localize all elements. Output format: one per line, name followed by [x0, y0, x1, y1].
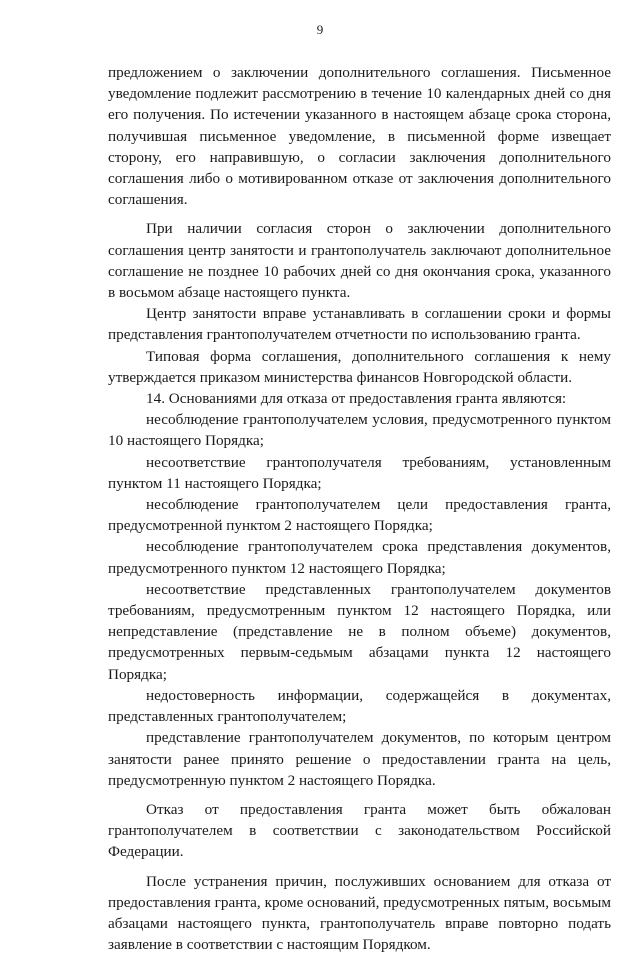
paragraph-ground-false-info: недостоверность информации, содержащейся в документах, представленных грантополучателем; — [108, 686, 611, 726]
paragraph-ground-documents: несоответствие представленных грантополучателем документов требованиям, предусмотренным пунктом 12 настоящего Порядка, или непредставление (представление не в полном объеме) документов, предусмотренных первым-седьмым абзацами пункта 12 настоящего Порядка; — [108, 580, 611, 683]
paragraph-additional-agreement: При наличии согласия сторон о заключении дополнительного соглашения центр занятости и грантополучатель заключают дополнительное соглашение не позднее 10 рабочих дней со дня окончания срока, указанного в восьмом абзаце настоящего пункта. — [108, 220, 611, 302]
page-number: 9 — [316, 22, 324, 37]
paragraph-notice-review: предложением о заключении дополнительного соглашения. Письменное уведомление подлежит рассмотрению в течение 10 календарных дней со дня его получения. По истечении указанного в настоящем абзаце срока сторона, получившая письменное уведомление, в письменной форме извещает сторону, его направившую, о согласии заключения дополнительного соглашения либо о мотивированном отказе от заключения дополнительного соглашения. — [108, 64, 611, 209]
paragraph-ground-purpose: несоблюдение грантополучателем цели предоставления гранта, предусмотренной пунктом 2 настоящего Порядка; — [108, 496, 611, 535]
document-body — [108, 62, 611, 955]
paragraph-refusal-grounds-heading: 14. Основаниями для отказа от предоставления гранта являются: — [146, 390, 567, 408]
paragraph-ground-condition: несоблюдение грантополучателем условия, предусмотренного пунктом 10 настоящего Порядка; — [108, 411, 611, 450]
paragraph-ground-duplicate: представление грантополучателем документов, по которым центром занятости ранее принято решение о предоставлении гранта на цель, предусмотренную пунктом 2 настоящего Порядка. — [108, 729, 611, 789]
paragraph-standard-form: Типовая форма соглашения, дополнительного соглашения к нему утверждается приказом министерства финансов Новгородской области. — [108, 347, 611, 386]
paragraph-appeal: Отказ от предоставления гранта может быть обжалован грантополучателем в соответствии с законодательством Российской Федерации. — [108, 800, 611, 861]
paragraph-reapply: После устранения причин, послуживших основанием для отказа от предоставления гранта, кроме оснований, предусмотренных пятым, восьмым абзацами настоящего пункта, грантополучатель вправе повторно подать заявление в соответствии с настоящим Порядком. — [108, 872, 611, 954]
paragraph-reporting: Центр занятости вправе устанавливать в соглашении сроки и формы представления грантополучателем отчетности по использованию гранта. — [108, 305, 611, 344]
paragraph-ground-deadline: несоблюдение грантополучателем срока представления документов, предусмотренного пунктом 12 настоящего Порядка; — [108, 538, 611, 577]
paragraph-ground-requirements: несоответствие грантополучателя требованиям, установленным пунктом 11 настоящего Порядка; — [108, 453, 611, 492]
